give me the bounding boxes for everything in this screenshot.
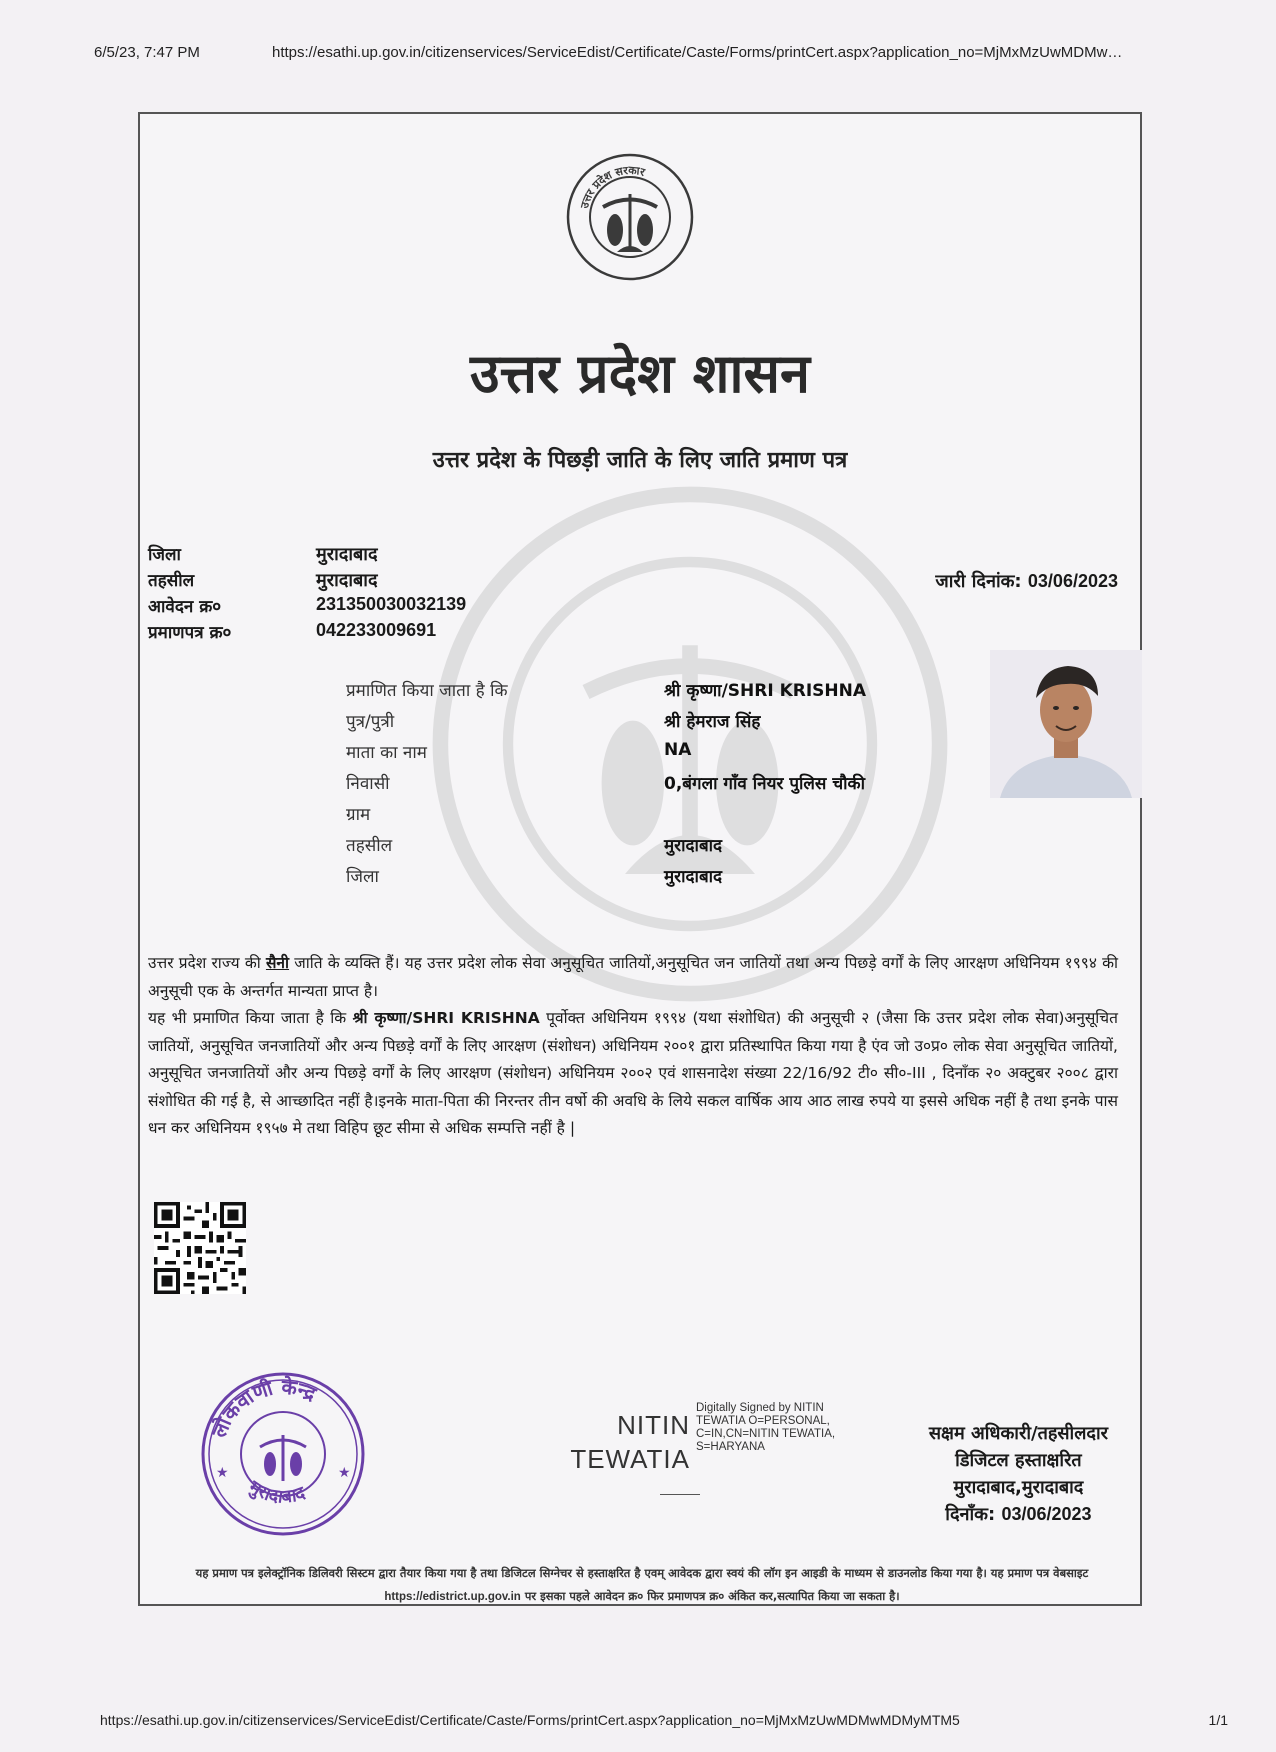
disclaimer-end: पर इसका पहले आवेदन क्र० फिर प्रमाणपत्र क्र० अंकित कर,सत्यापित किया जा सकता है। bbox=[520, 1589, 900, 1603]
officer-date-label: दिनाँक: bbox=[945, 1504, 996, 1525]
detail-tehsil-value: मुरादाबाद bbox=[664, 836, 723, 856]
body-p1-start: उत्तर प्रदेश राज्य की bbox=[148, 954, 266, 972]
body-paragraph-1 bbox=[148, 950, 1118, 1005]
footer-url: https://esathi.up.gov.in/citizenservices/ServiceEdist/Certificate/Caste/Forms/printCert.aspx?application_no=MjMxMzUwMDMwMDMyMTM5 bbox=[100, 1712, 960, 1728]
certificate bbox=[138, 112, 1142, 1606]
verification-disclaimer bbox=[164, 1562, 1120, 1609]
issue-date-label: जारी दिनांक: bbox=[935, 571, 1022, 592]
application-label: आवेदन क्र० bbox=[148, 597, 222, 617]
mother-name: NA bbox=[664, 740, 692, 760]
page-title: उत्तर प्रदेश शासन bbox=[470, 341, 810, 405]
certified-label: प्रमाणित किया जाता है कि bbox=[346, 681, 508, 701]
digital-signature bbox=[566, 1402, 836, 1482]
certificate-label: प्रमाणपत्र क्र० bbox=[148, 623, 232, 643]
detail-district-label: जिला bbox=[346, 867, 379, 887]
emblem-text: उत्तर प्रदेश सरकार bbox=[577, 163, 647, 210]
applicant-photo bbox=[990, 650, 1142, 798]
body-paragraph-2 bbox=[148, 1005, 1118, 1143]
signature-divider bbox=[660, 1494, 700, 1495]
mother-label: माता का नाम bbox=[346, 743, 427, 763]
signer-first-name: NITIN bbox=[617, 1410, 690, 1440]
page-number: 1/1 bbox=[1208, 1712, 1228, 1728]
district-label: जिला bbox=[148, 545, 181, 565]
caste-name: सैनी bbox=[265, 954, 290, 972]
stamp-bottom-text: मुरादाबाद bbox=[244, 1476, 308, 1508]
disclaimer-start: यह प्रमाण पत्र इलेक्ट्रॉनिक डिलिवरी सिस्टम द्वारा तैयार किया गया है तथा डिजिटल सिग्नेचर से हस्ताक्षरित है एवम् आवेदक द्वारा स्वयं की लॉग इन आइडी के माध्यम से डाउनलोड किया गया है। यह प्रमाण पत्र वेबसाइट bbox=[195, 1566, 1089, 1580]
resident-address: 0,बंगला गाँव नियर पुलिस चौकी bbox=[664, 774, 865, 794]
signer-last-name: TEWATIA bbox=[570, 1444, 690, 1474]
official-stamp-icon bbox=[198, 1369, 368, 1539]
body-applicant-name: श्री कृष्णा/SHRI KRISHNA bbox=[352, 1009, 540, 1027]
detail-district-value: मुरादाबाद bbox=[664, 867, 723, 887]
application-number: 231350030032139 bbox=[316, 594, 467, 614]
qr-code-icon[interactable] bbox=[154, 1202, 246, 1294]
certificate-meta bbox=[148, 542, 466, 646]
print-date: 6/5/23, 7:47 PM bbox=[94, 44, 200, 61]
svg-text:मुरादाबाद bbox=[244, 1476, 310, 1508]
certificate-body bbox=[148, 950, 1118, 1143]
certificate-subtitle: उत्तर प्रदेश के पिछड़ी जाति के लिए जाति प्रमाण पत्र bbox=[432, 448, 848, 473]
village-label: ग्राम bbox=[346, 805, 371, 825]
svg-text:लोकवाणी केन्द्र bbox=[206, 1375, 321, 1442]
officer-location: मुरादाबाद,मुरादाबाद bbox=[953, 1477, 1084, 1498]
applicant-name: श्री कृष्णा/SHRI KRISHNA bbox=[664, 681, 867, 701]
district-value: मुरादाबाद bbox=[316, 544, 378, 564]
tehsil-value: मुरादाबाद bbox=[316, 570, 378, 590]
resident-label: निवासी bbox=[346, 774, 390, 794]
svg-text:★: ★ bbox=[338, 1465, 351, 1481]
issue-date bbox=[935, 569, 1118, 593]
print-url: https://esathi.up.gov.in/citizenservices/ServiceEdist/Certificate/Caste/Forms/printCert.aspx?application_no=MjMxMzUwMDMw… bbox=[272, 44, 1123, 61]
signature-note: Digitally Signed by NITIN TEWATIA O=PERSONAL, C=IN,CN=NITIN TEWATIA, S=HARYANA bbox=[696, 1402, 836, 1453]
officer-digital-signed: डिजिटल हस्ताक्षरित bbox=[955, 1450, 1082, 1471]
body-p2-start: यह भी प्रमाणित किया जाता है कि bbox=[148, 1009, 353, 1027]
child-of-label: पुत्र/पुत्री bbox=[346, 712, 395, 732]
officer-designation: सक्षम अधिकारी/तहसीलदार bbox=[928, 1423, 1108, 1444]
up-emblem-icon bbox=[565, 152, 695, 282]
issue-date-value: 03/06/2023 bbox=[1027, 571, 1118, 591]
certificate-number: 042233009691 bbox=[316, 620, 437, 640]
tehsil-label: तहसील bbox=[148, 571, 195, 591]
officer-date: 03/06/2023 bbox=[1001, 1504, 1092, 1524]
detail-tehsil-label: तहसील bbox=[346, 836, 393, 856]
verification-link[interactable]: https://edistrict.up.gov.in bbox=[384, 1591, 521, 1603]
body-p2-end: पूर्वोक्त अधिनियम १९९४ (यथा संशोधित) की अनुसूची २ (जैसा कि उत्तर प्रदेश लोक सेवा)अनुसूचित जातियों, अनुसूचित जनजातियों और अन्य पिछड़े वर्गों के लिए आरक्षण (संशोधन) अधिनियम २००१ द्वारा प्रतिस्थापित किया गया है एंव जो उ०प्र० लोक सेवा अनुसूचित जातियों, अनुसूचित जनजातियों और अन्य पिछड़े वर्गों के लिए आरक्षण (संशोधन) अधिनियम २००२ एवं शासनादेश संख्या 22/16/92 टी० सी०-III , दिनाँक २० अक्टुबर २००८ द्वारा संशोधित की गई है, से आच्छादित नहीं है।इनके माता-पिता की निरन्तर तीन वर्षो की अवधि के लिये सकल वार्षिक आय आठ लाख रुपये या इससे अधिक नहीं है तथा इनके पास धन कर अधिनियम १९५७ मे तथा विहिप छूट सीमा से अधिक सम्पत्ति नहीं है | bbox=[148, 1009, 1118, 1137]
father-name: श्री हेमराज सिंह bbox=[664, 712, 761, 732]
stamp-top-text: लोकवाणी केन्द्र bbox=[206, 1374, 320, 1441]
svg-text:★: ★ bbox=[216, 1465, 229, 1481]
applicant-details bbox=[346, 678, 866, 895]
issuing-officer bbox=[929, 1421, 1108, 1529]
body-p1-end: जाति के व्यक्ति हैं। यह उत्तर प्रदेश लोक सेवा अनुसूचित जातियों,अनुसूचित जन जातियों तथा अन्य पिछड़े वर्गों के लिए आरक्षण अधिनियम १९९४ की अनुसूची एक के अन्तर्गत मान्यता प्राप्त है। bbox=[148, 954, 1118, 1000]
